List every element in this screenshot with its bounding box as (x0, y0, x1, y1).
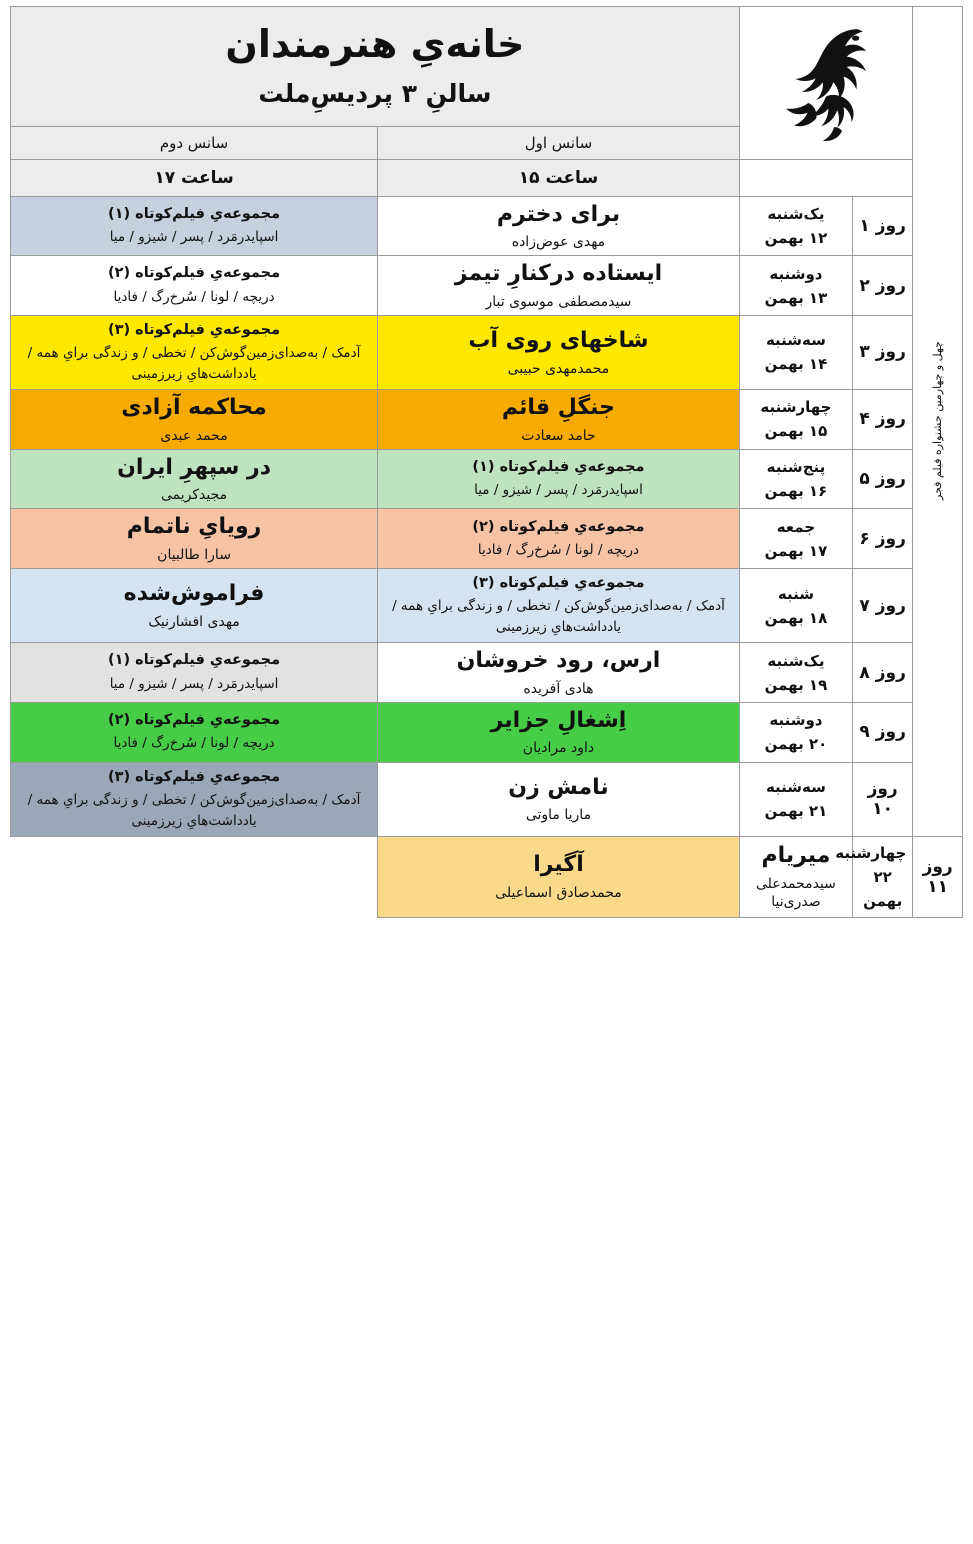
day-number-cell: روز ۱۰ (853, 762, 913, 836)
date-cell (739, 449, 852, 509)
date-label: ۱۸ بهمن (764, 608, 828, 627)
weekday-label: شنبه (777, 584, 814, 603)
shorts-collection-title: مجموعه‌یِ فیلم‌کوتاه (۱) (107, 205, 281, 222)
shorts-collection-title: مجموعه‌یِ فیلم‌کوتاه (۲) (472, 518, 645, 535)
venue-title-cell (11, 7, 740, 127)
sans2-screening-cell (11, 196, 378, 256)
shorts-film-list: اسپایدرمَرد / پسر / شیزو / میا (109, 675, 279, 692)
shorts-film-list: دریچه / لونا / سُرخ‌رگ / فادیا (477, 541, 640, 558)
date-label: ۲۲ بهمن (863, 867, 903, 910)
film-director: ماریا ماوتی (525, 807, 592, 824)
sans1-screening-cell (378, 643, 740, 703)
day-number-cell: روز ۳ (853, 315, 913, 389)
shorts-collection-title: مجموعه‌یِ فیلم‌کوتاه (۳) (107, 321, 281, 338)
shorts-collection-title: مجموعه‌یِ فیلم‌کوتاه (۱) (472, 458, 645, 475)
film-title: ارس، رود خروشان (456, 648, 661, 674)
table-row (11, 196, 963, 256)
film-title: برای دخترم (496, 201, 621, 227)
film-director: محمدصادق اسماعیلی (495, 884, 622, 901)
header-row-title (11, 7, 963, 127)
film-director: محمد عبدی (160, 427, 228, 444)
date-label: ۲۰ بهمن (764, 735, 828, 754)
shorts-film-list: آدمک / به‌صدای‌زمین‌گوش‌کن / تخطی / و زندگی برایِ همه / یادداشت‌هایِ زیرزمینی (27, 345, 361, 383)
film-title: اِشغالِ جزایر (490, 707, 627, 733)
date-label: ۱۵ بهمن (764, 422, 828, 441)
day-number-cell: روز ۸ (853, 643, 913, 703)
schedule-table (10, 6, 963, 918)
day-number-cell: روز ۷ (853, 569, 913, 643)
date-cell (739, 315, 852, 389)
weekday-label: چهارشنبه (760, 398, 832, 417)
table-row (11, 315, 963, 389)
film-title: رویایِ ناتمام (126, 514, 262, 540)
sans1-screening-cell (378, 256, 740, 316)
sans2-screening-cell (11, 449, 378, 509)
shorts-film-list: آدمک / به‌صدای‌زمین‌گوش‌کن / تخطی / و زندگی برایِ همه / یادداشت‌هایِ زیرزمینی (27, 791, 361, 829)
date-label: ۱۶ بهمن (764, 482, 828, 501)
shorts-collection-title: مجموعه‌یِ فیلم‌کوتاه (۳) (472, 575, 645, 592)
table-row (11, 256, 963, 316)
weekday-label: دوشنبه (769, 711, 823, 730)
sans1-screening-cell (378, 509, 740, 569)
shorts-collection-title: مجموعه‌یِ فیلم‌کوتاه (۳) (107, 768, 281, 785)
film-director: محمدمهدی حبیبی (507, 360, 610, 377)
sans1-screening-cell (378, 196, 740, 256)
day-number-cell: روز ۵ (853, 449, 913, 509)
film-title: محاکمه آزادی (121, 395, 267, 421)
weekday-label: یک‌شنبه (767, 651, 825, 670)
shorts-film-list: دریچه / لونا / سُرخ‌رگ / فادیا (113, 288, 275, 305)
film-director: مجیدکریمی (160, 487, 228, 504)
sans2-screening-cell (11, 643, 378, 703)
sans1-screening-cell (378, 569, 740, 643)
date-label: ۱۹ بهمن (764, 675, 828, 694)
date-cell (739, 509, 852, 569)
sans1-label: سانس اول (378, 126, 740, 159)
date-cell (739, 702, 852, 762)
weekday-label: دوشنبه (769, 264, 823, 283)
sans2-screening-cell (11, 762, 378, 836)
sans2-screening-cell (378, 836, 740, 917)
table-row (11, 390, 963, 450)
date-cell (835, 836, 913, 917)
day-number-cell: روز ۹ (853, 702, 913, 762)
weekday-label: جمعه (776, 517, 816, 536)
date-label: ۱۲ بهمن (764, 228, 828, 247)
sans1-time: ساعت ۱۵ (378, 159, 740, 196)
simorgh-icon (778, 23, 874, 143)
shorts-collection-title: مجموعه‌یِ فیلم‌کوتاه (۲) (107, 265, 281, 282)
sans2-screening-cell (11, 315, 378, 389)
shorts-film-list: اسپایدرمَرد / پسر / شیزو / میا (109, 229, 279, 246)
shorts-film-list: اسپایدرمَرد / پسر / شیزو / میا (474, 482, 643, 499)
date-cell (739, 569, 852, 643)
sans2-time: ساعت ۱۷ (11, 159, 378, 196)
date-cell (739, 762, 852, 836)
date-label: ۱۴ بهمن (764, 355, 828, 374)
film-director: سیدمحمدعلی صدری‌نیا (755, 875, 836, 910)
date-label: ۱۳ بهمن (764, 288, 828, 307)
weekday-label: چهارشنبه (835, 843, 907, 862)
weekday-label: سه‌شنبه (765, 778, 826, 797)
schedule-body (11, 7, 963, 918)
sans1-screening-cell (378, 390, 740, 450)
table-row (11, 643, 963, 703)
header-spacer (739, 159, 912, 196)
festival-banner (913, 7, 963, 837)
film-director: داود مرادیان (522, 740, 595, 757)
film-title: شاخهای روی آب (468, 328, 649, 354)
page-subtitle: سالنِ ۳ پردیسِ‌ملت (258, 78, 492, 108)
shorts-film-list: دریچه / لونا / سُرخ‌رگ / فادیا (113, 735, 275, 752)
day-number-cell: روز ۱۱ (913, 836, 963, 917)
sans2-screening-cell (11, 509, 378, 569)
page-title: خانه‌یِ هنرمندان (225, 22, 525, 66)
sans1-screening-cell (378, 702, 740, 762)
film-title: نامش زن (508, 774, 609, 800)
shorts-collection-title: مجموعه‌یِ فیلم‌کوتاه (۱) (107, 652, 281, 669)
day-number-cell: روز ۴ (853, 390, 913, 450)
sans2-screening-cell (11, 569, 378, 643)
film-director: سیدمصطفی موسوی تبار (485, 293, 632, 310)
table-row (11, 836, 963, 917)
film-title: آگیرا (533, 852, 584, 878)
table-row (11, 762, 963, 836)
day-number-cell: روز ۱ (853, 196, 913, 256)
film-title: جنگلِ قائم (501, 395, 616, 421)
date-cell (739, 256, 852, 316)
shorts-film-list: آدمک / به‌صدای‌زمین‌گوش‌کن / تخطی / و زندگی برایِ همه / یادداشت‌هایِ زیرزمینی (392, 598, 725, 636)
sans2-screening-cell (11, 390, 378, 450)
film-title: میریام (761, 843, 831, 869)
sans2-label: سانس دوم (11, 126, 378, 159)
sans1-screening-cell (378, 449, 740, 509)
day-number-cell: روز ۶ (853, 509, 913, 569)
film-director: حامد سعادت (521, 427, 596, 444)
table-row (11, 702, 963, 762)
film-title: ایستاده درکنارِ تیمز (454, 261, 663, 287)
table-row (11, 509, 963, 569)
day-number-cell: روز ۲ (853, 256, 913, 316)
weekday-label: یک‌شنبه (767, 204, 825, 223)
table-row (11, 449, 963, 509)
weekday-label: سه‌شنبه (765, 331, 826, 350)
festival-name: چهل و چهارمین جشنواره فیلم فجر (931, 341, 945, 501)
date-cell (739, 390, 852, 450)
date-cell (739, 643, 852, 703)
header-row-sans-times (11, 159, 963, 196)
table-row (11, 569, 963, 643)
film-title: فراموش‌شده (123, 581, 265, 607)
film-director: هادی آفریده (523, 680, 594, 697)
shorts-collection-title: مجموعه‌یِ فیلم‌کوتاه (۲) (107, 712, 281, 729)
sans2-screening-cell (11, 256, 378, 316)
date-label: ۲۱ بهمن (764, 802, 828, 821)
date-label: ۱۷ بهمن (764, 541, 828, 560)
film-title: در سپهرِ ایران (117, 454, 271, 480)
sans2-screening-cell (11, 702, 378, 762)
sans1-screening-cell (378, 315, 740, 389)
film-director: سارا طالبیان (157, 546, 231, 563)
film-director: مهدی عوض‌زاده (511, 234, 606, 250)
film-director: مهدی افشارنیک (148, 613, 240, 630)
festival-logo-cell (739, 7, 912, 160)
sans1-screening-cell (378, 762, 740, 836)
date-cell (739, 196, 852, 256)
weekday-label: پنج‌شنبه (766, 458, 826, 477)
